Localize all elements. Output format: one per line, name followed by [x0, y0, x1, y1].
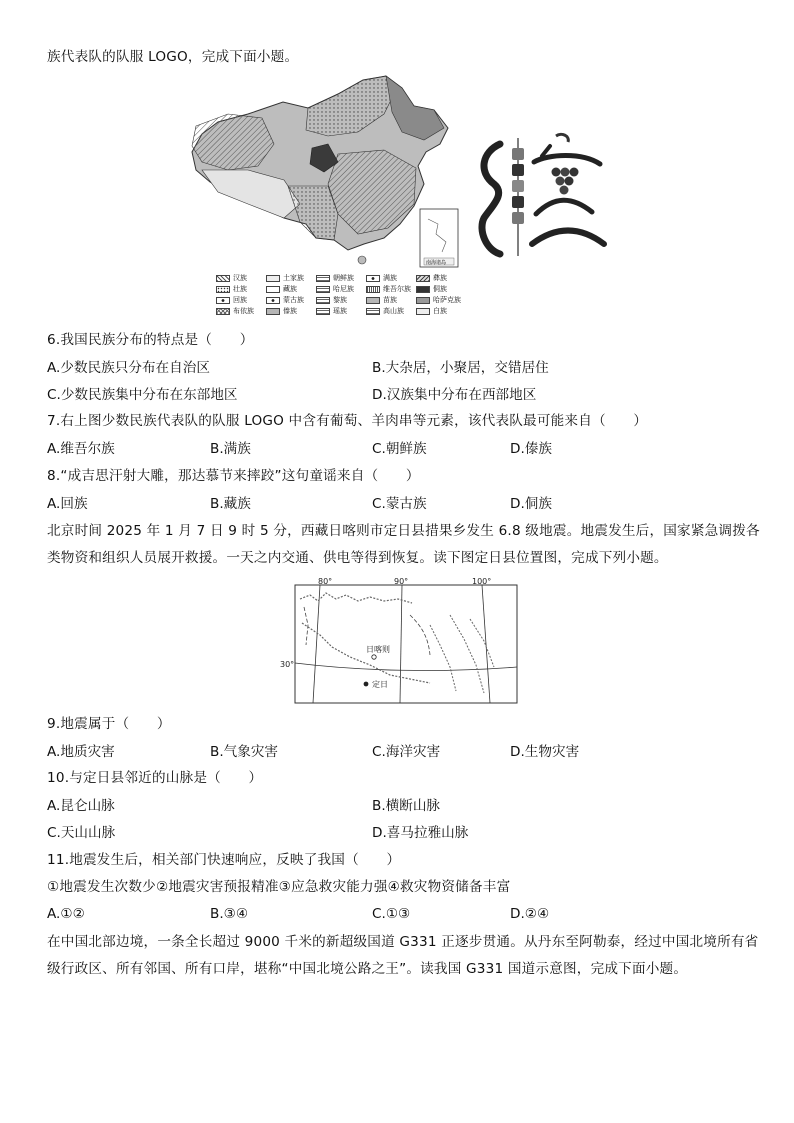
passage-3-line-2: 级行政区、所有邻国、所有口岸，堪称“中国北境公路之王”。读我国 G331 国道示意图，完成下面小题。	[47, 961, 688, 977]
legend-swatch	[366, 308, 380, 315]
legend-item	[416, 285, 466, 294]
legend-item	[216, 296, 266, 305]
legend-swatch	[316, 297, 330, 304]
q9-option-d[interactable]: D.生物灾害	[510, 744, 580, 760]
question-8-stem: 8.“成吉思汗射大雕，那达慕节来摔跤”这句童谣来自（ ）	[47, 468, 420, 484]
kebab-skewer-icon	[512, 138, 524, 256]
q7-option-a[interactable]: A.维吾尔族	[47, 441, 115, 457]
question-11-stem: 11.地震发生后，相关部门快速响应，反映了我国（ ）	[47, 852, 401, 868]
passage-2-line-1: 北京时间 2025 年 1 月 7 日 9 时 5 分，西藏日喀则市定日县措果乡发生 6.8 级地震。地震发生后，国家紧急调拨各	[47, 523, 760, 539]
question-10-stem: 10.与定日县邻近的山脉是（ ）	[47, 770, 263, 786]
q7-option-c[interactable]: C.朝鲜族	[372, 441, 427, 457]
q11-option-a[interactable]: A.①②	[47, 906, 85, 922]
legend-label: 彝族	[433, 274, 447, 282]
inset-label: 南海诸岛	[426, 260, 447, 266]
legend-label: 侗族	[433, 285, 447, 293]
q11-statements: ①地震发生次数少②地震灾害预报精准③应急救灾能力强④救灾物资储备丰富	[47, 879, 511, 895]
question-9-stem: 9.地震属于（ ）	[47, 716, 171, 732]
legend-swatch	[316, 308, 330, 315]
legend-swatch	[416, 297, 430, 304]
legend-swatch	[366, 286, 380, 293]
logo-swirl-stroke	[482, 144, 500, 254]
legend-item	[366, 296, 416, 305]
q7-option-d[interactable]: D.傣族	[510, 441, 552, 457]
dingri-marker	[364, 682, 369, 687]
dingri-location-map	[280, 575, 520, 705]
legend-label: 回族	[233, 296, 247, 304]
lat-label-30: 30°	[280, 660, 295, 669]
q9-option-b[interactable]: B.气象灾害	[210, 744, 279, 760]
q7-option-b[interactable]: B.满族	[210, 441, 251, 457]
passage-2-line-2: 类物资和组织人员展开救援。一天之内交通、供电等得到恢复。读下图定日县位置图，完成下列小题。	[47, 550, 668, 566]
q8-option-b[interactable]: B.藏族	[210, 496, 251, 512]
q9-option-a[interactable]: A.地质灾害	[47, 744, 115, 760]
legend-item	[216, 274, 266, 283]
legend-label: 蒙古族	[283, 296, 304, 304]
legend-swatch	[366, 275, 380, 282]
legend-swatch	[216, 275, 230, 282]
team-logo	[472, 132, 612, 260]
q8-option-c[interactable]: C.蒙古族	[372, 496, 427, 512]
legend-item	[416, 307, 466, 316]
map-legend	[216, 274, 466, 316]
legend-item	[366, 285, 416, 294]
lon-label-100: 100°	[472, 577, 492, 586]
legend-item	[366, 307, 416, 316]
q6-option-c[interactable]: C.少数民族集中分布在东部地区	[47, 387, 238, 403]
city-label-shigatse: 日喀则	[366, 645, 390, 654]
legend-label: 傣族	[283, 307, 297, 315]
q8-option-a[interactable]: A.回族	[47, 496, 88, 512]
question-7-stem: 7.右上图少数民族代表队的队服 LOGO 中含有葡萄、羊肉串等元素，该代表队最可能来自（ ）	[47, 413, 648, 429]
legend-item	[266, 285, 316, 294]
q6-option-d[interactable]: D.汉族集中分布在西部地区	[372, 387, 537, 403]
legend-label: 壮族	[233, 285, 247, 293]
q10-option-b[interactable]: B.横断山脉	[372, 798, 441, 814]
legend-item	[316, 274, 366, 283]
q10-option-c[interactable]: C.天山山脉	[47, 825, 116, 841]
legend-swatch	[266, 308, 280, 315]
q8-option-d[interactable]: D.侗族	[510, 496, 552, 512]
legend-item	[266, 274, 316, 283]
legend-swatch	[316, 286, 330, 293]
legend-label: 维吾尔族	[383, 285, 411, 293]
lon-label-80: 80°	[318, 577, 333, 586]
q11-option-b[interactable]: B.③④	[210, 906, 249, 922]
legend-label: 白族	[433, 307, 447, 315]
legend-label: 苗族	[383, 296, 397, 304]
logo-bottom-stroke	[532, 231, 604, 245]
grape-icon	[552, 134, 579, 194]
legend-label: 瑶族	[333, 307, 347, 315]
legend-label: 布依族	[233, 307, 254, 315]
q6-option-a[interactable]: A.少数民族只分布在自治区	[47, 360, 210, 376]
question-6-stem: 6.我国民族分布的特点是（ ）	[47, 332, 254, 348]
legend-label: 哈尼族	[333, 285, 354, 293]
legend-swatch	[416, 308, 430, 315]
legend-item	[316, 285, 366, 294]
china-ethnic-map	[188, 74, 464, 270]
legend-item	[216, 307, 266, 316]
intro-text: 族代表队的队服 LOGO，完成下面小题。	[47, 49, 299, 65]
q10-option-d[interactable]: D.喜马拉雅山脉	[372, 825, 469, 841]
q9-option-c[interactable]: C.海洋灾害	[372, 744, 441, 760]
legend-label: 汉族	[233, 274, 247, 282]
legend-swatch	[216, 297, 230, 304]
legend-label: 高山族	[383, 307, 404, 315]
legend-item	[266, 307, 316, 316]
legend-item	[366, 274, 416, 283]
legend-item	[266, 296, 316, 305]
legend-label: 藏族	[283, 285, 297, 293]
legend-item	[316, 296, 366, 305]
q10-option-a[interactable]: A.昆仑山脉	[47, 798, 115, 814]
legend-swatch	[316, 275, 330, 282]
hainan-island	[358, 256, 366, 264]
legend-label: 土家族	[283, 274, 304, 282]
legend-item	[416, 274, 466, 283]
logo-mid-stroke	[536, 200, 592, 214]
legend-item	[316, 307, 366, 316]
legend-label: 满族	[383, 274, 397, 282]
south-sea-inset	[420, 209, 458, 267]
legend-swatch	[216, 308, 230, 315]
legend-swatch	[416, 275, 430, 282]
legend-label: 哈萨克族	[433, 296, 461, 304]
legend-swatch	[266, 297, 280, 304]
city-label-dingri: 定日	[372, 680, 388, 689]
legend-label: 黎族	[333, 296, 347, 304]
lon-label-90: 90°	[394, 577, 409, 586]
q11-option-c[interactable]: C.①③	[372, 906, 411, 922]
passage-3-line-1: 在中国北部边境，一条全长超过 9000 千米的新超级国道 G331 正逐步贯通。从丹东至阿勒泰，经过中国北境所有省	[47, 934, 759, 950]
legend-item	[416, 296, 466, 305]
legend-swatch	[266, 275, 280, 282]
q11-option-d[interactable]: D.②④	[510, 906, 550, 922]
q6-option-b[interactable]: B.大杂居，小聚居，交错居住	[372, 360, 549, 376]
legend-item	[216, 285, 266, 294]
legend-label: 朝鲜族	[333, 274, 354, 282]
legend-swatch	[266, 286, 280, 293]
legend-swatch	[366, 297, 380, 304]
legend-swatch	[216, 286, 230, 293]
legend-swatch	[416, 286, 430, 293]
